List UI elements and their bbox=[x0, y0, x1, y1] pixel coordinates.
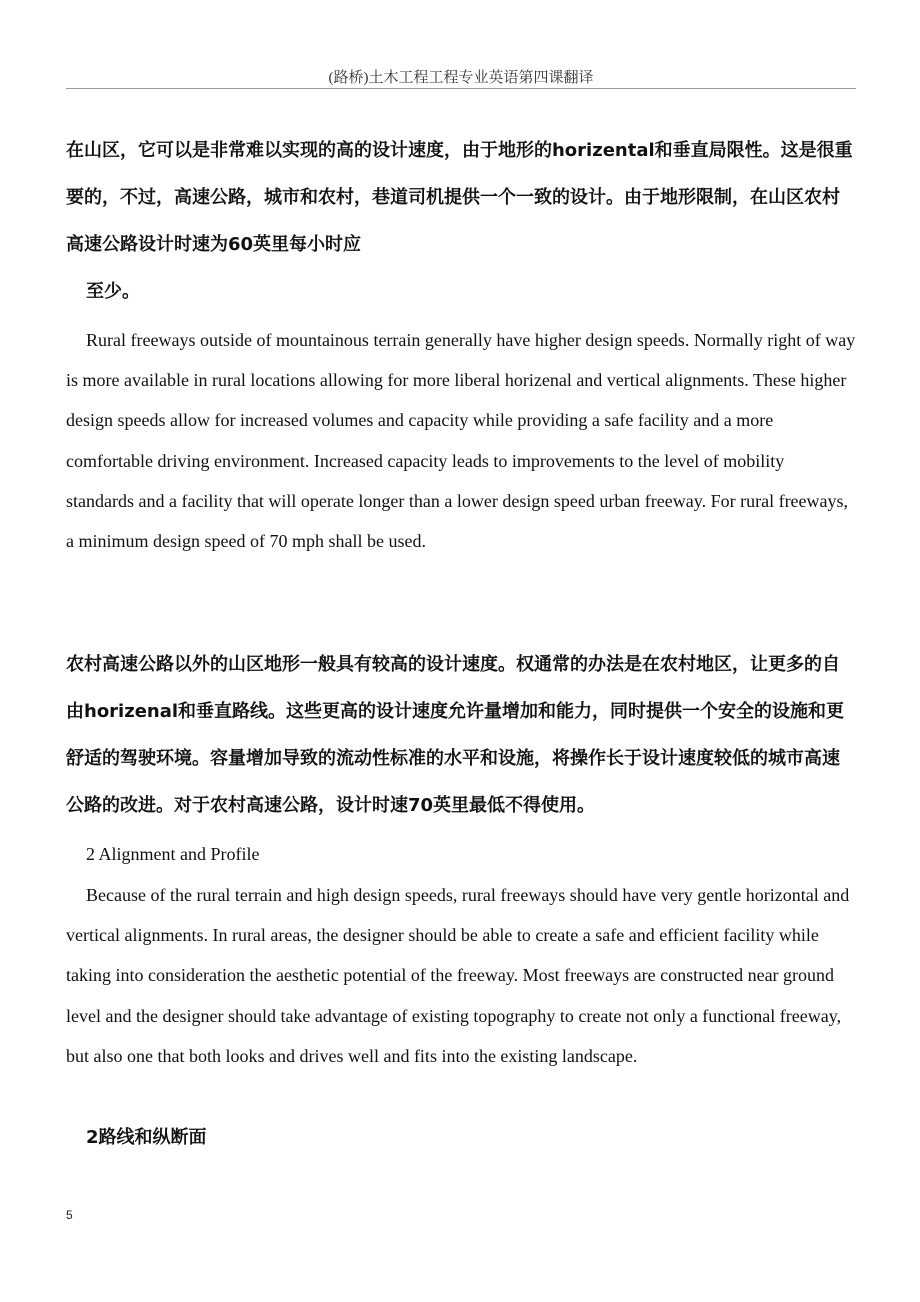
paragraph-zh-2: 农村高速公路以外的山区地形一般具有较高的设计速度。权通常的办法是在农村地区，让更多的自由horizenal和垂直路线。这些更高的设计速度允许量增加和能力，同时提供一个安全的设施和更舒适的驾驶环境。容量增加导致的流动性标准的水平和设施，将操作长于设计速度较低的城市高速公路的改进。对于农村高速公路，设计时速70英里最低不得使用。 bbox=[66, 654, 845, 816]
section-heading-zh: 2路线和纵断面 bbox=[86, 1127, 207, 1148]
paragraph-zh-1-continuation: 至少。 bbox=[86, 281, 140, 302]
header-divider bbox=[66, 88, 856, 89]
paragraph-en-2: Because of the rural terrain and high design speeds, rural freeways should have very gentle horizontal and vertical alignments. In rural areas, the designer should be able to create a safe and efficient facility while taking into consideration the aesthetic potential of the freeway. Most freeways are constructed near ground level and the designer should take advantage of existing topography to create not only a functional freeway, but also one that both looks and drives well and fits into the existing landscape. bbox=[66, 885, 850, 1066]
document-header-title: (路桥)土木工程工程专业英语第四课翻译 bbox=[328, 70, 594, 86]
paragraph-en-1: Rural freeways outside of mountainous terrain generally have higher design speeds. Normally right of way is more available in rural locations allowing for more liberal horizenal and vertical alignments. These higher design speeds allow for increased volumes and capacity while providing a safe facility and a more comfortable driving environment. Increased capacity leads to improvements to the level of mobility standards and a facility that will operate longer than a lower design speed urban freeway. For rural freeways, a minimum design speed of 70 mph shall be used. bbox=[66, 330, 856, 552]
paragraph-zh-1: 在山区，它可以是非常难以实现的高的设计速度，由于地形的horizental和垂直局限性。这是很重要的，不过，高速公路，城市和农村，巷道司机提供一个一致的设计。由于地形限制，在山区农村高速公路设计时速为60英里每小时应 bbox=[66, 140, 853, 255]
page-number: 5 bbox=[66, 1208, 73, 1222]
section-heading-en: 2 Alignment and Profile bbox=[86, 844, 260, 864]
